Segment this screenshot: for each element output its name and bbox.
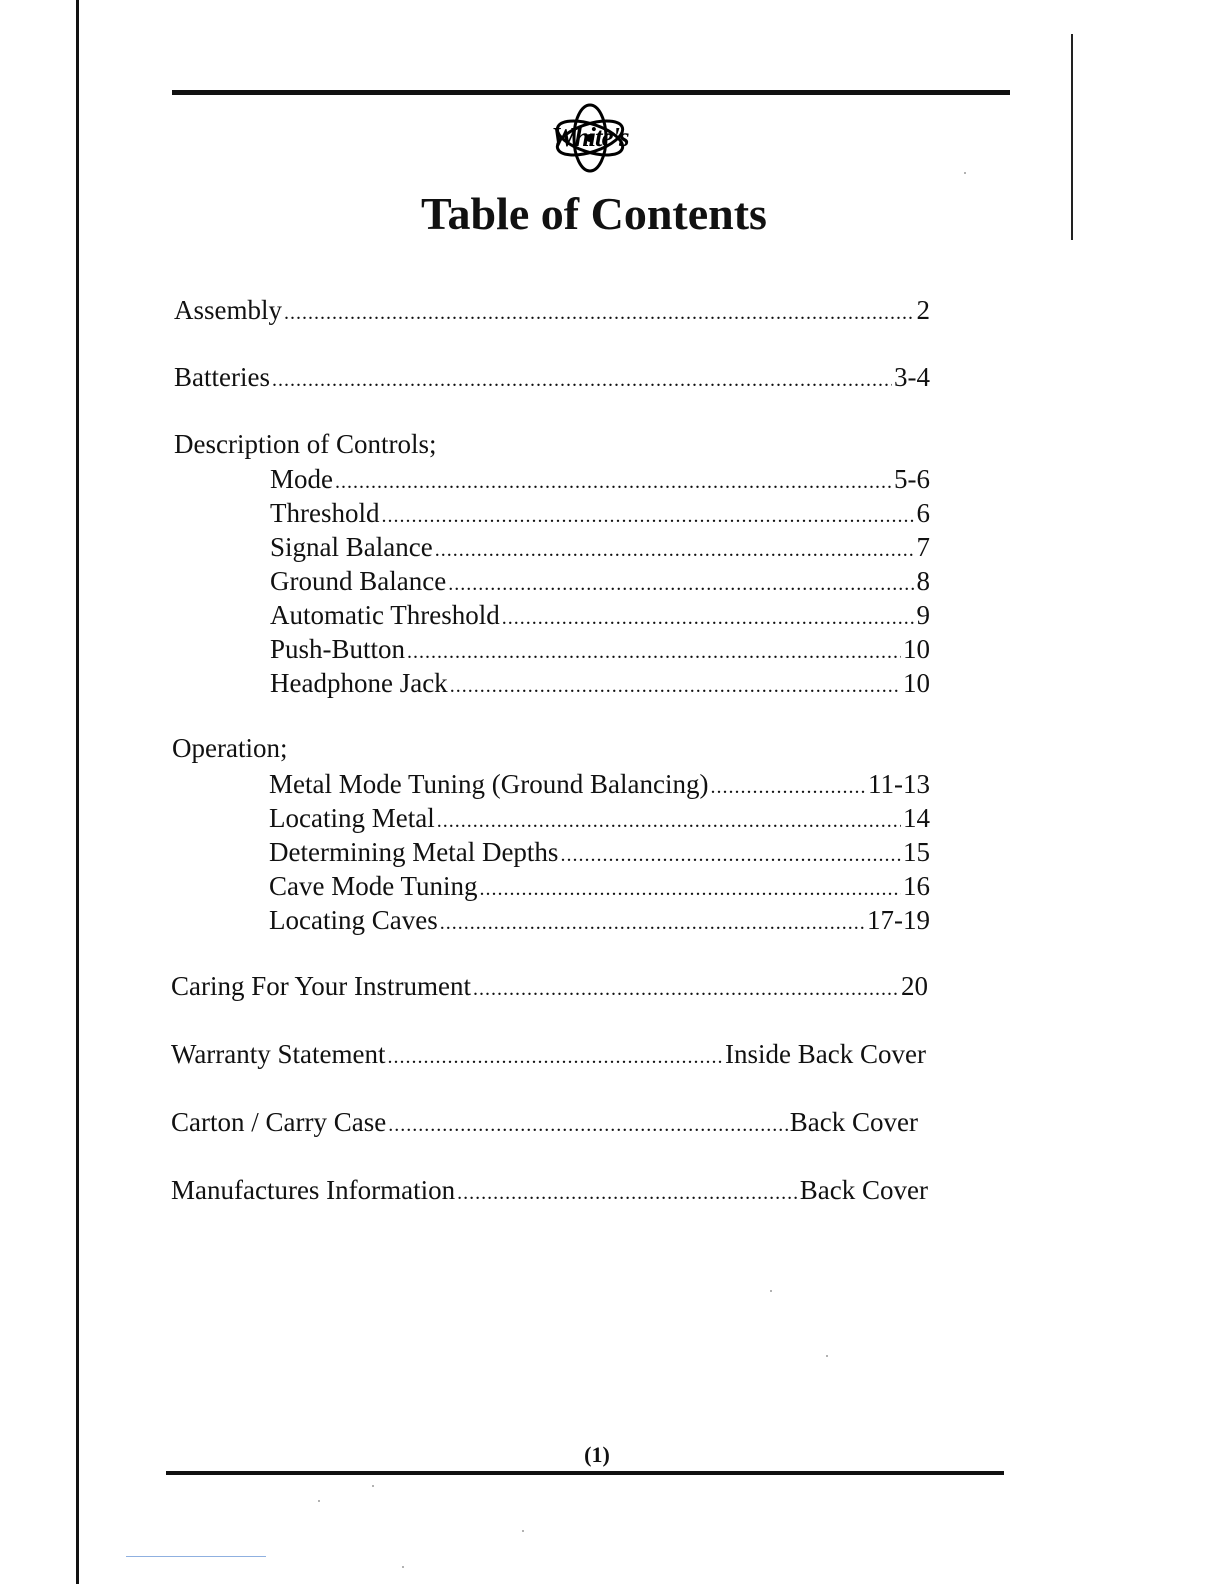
toc-entry-label: Threshold (270, 498, 380, 528)
toc-entry-label: Mode (270, 464, 333, 494)
toc-entry-carton[interactable] (171, 1105, 918, 1139)
logo-wordmark: White's (551, 122, 629, 152)
scan-speck (372, 1485, 374, 1487)
dot-leader (502, 601, 915, 635)
scan-artifact-line (126, 1556, 266, 1557)
toc-entry-page: 16 (903, 871, 930, 901)
toc-entry-page: Inside Back Cover (725, 1039, 926, 1069)
scan-speck (770, 1290, 772, 1292)
toc-entry-page: Back Cover (799, 1175, 928, 1205)
toc-entry-metal-mode-tuning[interactable] (269, 767, 930, 801)
toc-entry-label: Push-Button (270, 634, 406, 664)
toc-entry-label: Manufactures Information (171, 1175, 456, 1205)
toc-entry-page: 10 (903, 668, 930, 698)
toc-entry-signal-balance[interactable] (270, 530, 930, 564)
toc-entry-page: 8 (916, 566, 930, 596)
toc-entry-push-button[interactable] (270, 632, 930, 666)
scan-speck (826, 1355, 828, 1357)
toc-entry-label: Locating Caves (269, 905, 438, 935)
toc-entry-page: 3-4 (894, 362, 930, 392)
scan-speck (318, 1500, 320, 1502)
toc-entry-page: 7 (916, 532, 930, 562)
dot-leader (272, 363, 892, 397)
page-number: (1) (584, 1442, 610, 1467)
toc-entry-label: Carton / Carry Case (171, 1107, 387, 1137)
scan-speck (402, 1566, 404, 1568)
whites-logo (526, 100, 654, 176)
toc-entry-label: Cave Mode Tuning (269, 871, 478, 901)
toc-entry-label: Locating Metal (269, 803, 435, 833)
page-title: Table of Contents (421, 188, 767, 239)
toc-entry-batteries[interactable] (174, 360, 930, 394)
toc-entry-page: 9 (916, 600, 930, 630)
toc-entry-page: 20 (901, 971, 928, 1001)
section-heading-operation: Operation; (172, 733, 288, 763)
dot-leader (473, 972, 899, 1006)
dot-leader (284, 296, 915, 330)
toc-entry-threshold[interactable] (270, 496, 930, 530)
dot-leader (407, 635, 901, 669)
toc-entry-ground-balance[interactable] (270, 564, 930, 598)
dot-leader (480, 872, 901, 906)
toc-entry-label: Determining Metal Depths (269, 837, 559, 867)
scan-speck (522, 1530, 524, 1532)
toc-entry-page: 10 (903, 634, 930, 664)
toc-entry-page: Back Cover (789, 1107, 918, 1137)
toc-entry-locating-caves[interactable] (269, 903, 930, 937)
top-rule (172, 90, 1010, 95)
toc-entry-label: Metal Mode Tuning (Ground Balancing) (269, 769, 709, 799)
toc-entry-label: Caring For Your Instrument (171, 971, 472, 1001)
dot-leader (457, 1176, 798, 1210)
toc-entry-label: Warranty Statement (171, 1039, 386, 1069)
toc-entry-label: Signal Balance (270, 532, 433, 562)
toc-entry-page: 17-19 (867, 905, 930, 935)
toc-entry-warranty[interactable] (171, 1037, 926, 1071)
toc-entry-headphone-jack[interactable] (270, 666, 930, 700)
dot-leader (448, 567, 914, 601)
toc-entry-label: Automatic Threshold (270, 600, 500, 630)
toc-entry-label: Headphone Jack (270, 668, 448, 698)
dot-leader (381, 499, 914, 533)
toc-entry-determining-metal-depths[interactable] (269, 835, 930, 869)
toc-entry-page: 5-6 (894, 464, 930, 494)
dot-leader (388, 1040, 724, 1074)
dot-leader (435, 533, 915, 567)
dot-leader (560, 838, 901, 872)
bottom-rule (166, 1471, 1004, 1475)
toc-entry-page: 6 (916, 498, 930, 528)
dot-leader (710, 770, 866, 804)
toc-entry-label: Batteries (174, 362, 270, 392)
toc-entry-manufacturer[interactable] (171, 1173, 928, 1207)
toc-entry-page: 15 (903, 837, 930, 867)
dot-leader (440, 906, 865, 940)
dot-leader (450, 669, 901, 703)
toc-entry-page: 11-13 (868, 769, 930, 799)
dot-leader (437, 804, 901, 838)
toc-entry-locating-metal[interactable] (269, 801, 930, 835)
toc-entry-cave-mode-tuning[interactable] (269, 869, 930, 903)
toc-entry-label: Assembly (174, 295, 282, 325)
toc-entry-mode[interactable] (270, 462, 930, 496)
toc-entry-caring[interactable] (171, 969, 928, 1003)
scan-speck (964, 172, 966, 174)
dot-leader (388, 1108, 788, 1142)
toc-entry-assembly[interactable] (174, 293, 930, 327)
toc-entry-page: 2 (916, 295, 930, 325)
dot-leader (335, 465, 892, 499)
toc-entry-page: 14 (903, 803, 930, 833)
toc-entry-label: Ground Balance (270, 566, 447, 596)
toc-entry-automatic-threshold[interactable] (270, 598, 930, 632)
section-heading-controls: Description of Controls; (174, 429, 437, 459)
